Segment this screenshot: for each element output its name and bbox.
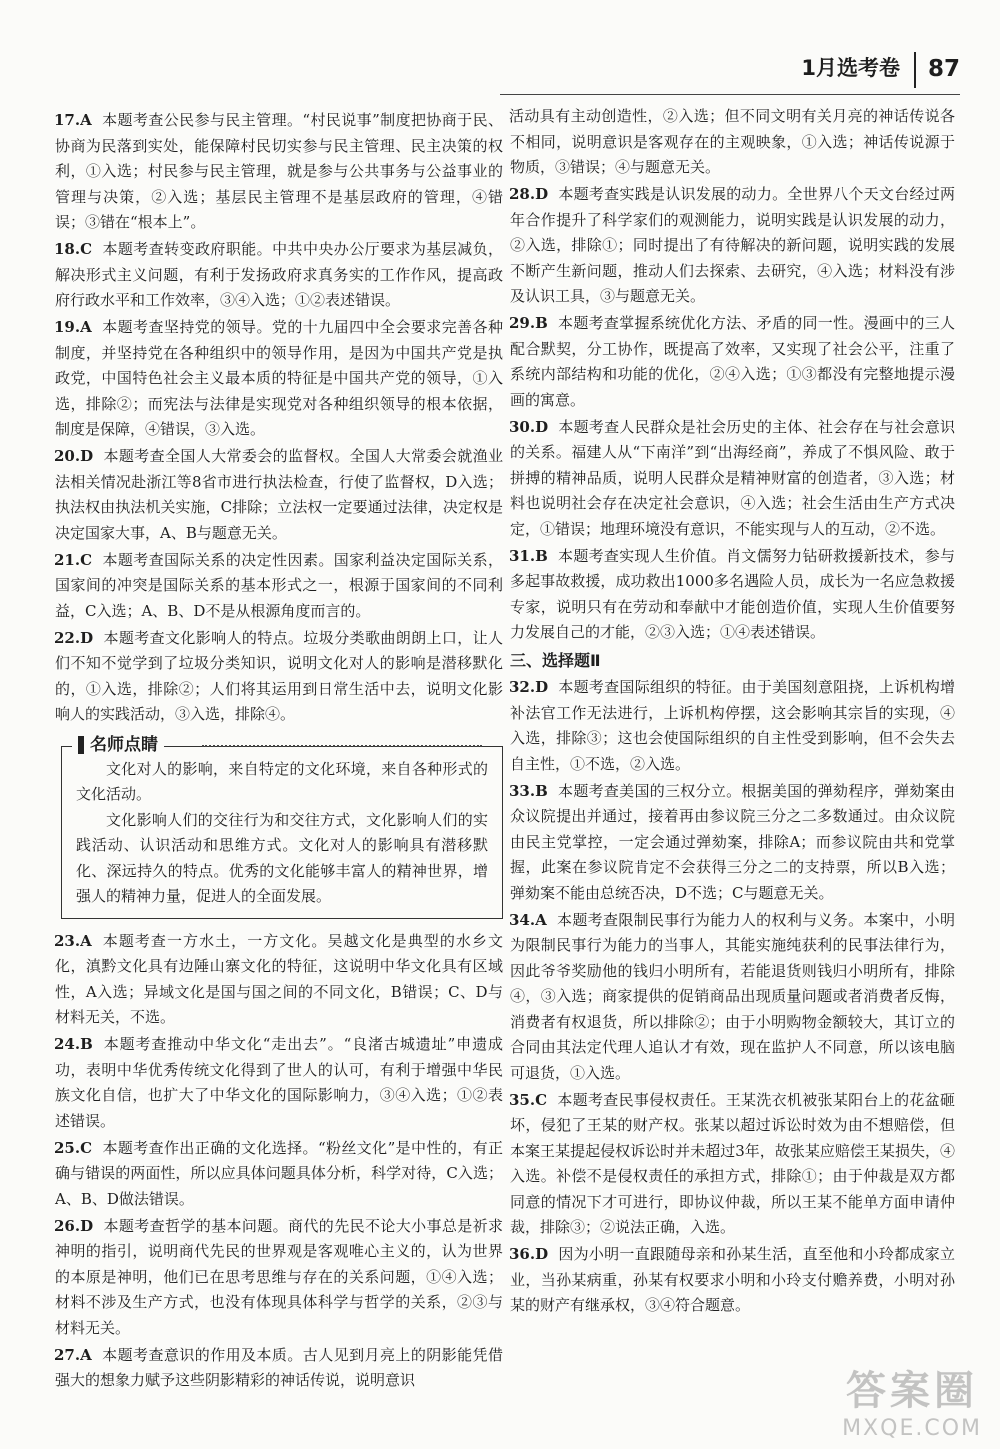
tip-rule [202,745,482,747]
answer-number: 33.B [509,781,548,800]
watermark-text: 答案圈 [846,1368,979,1414]
answer-item [510,908,955,1087]
answer-number: 22.D [54,628,94,647]
answer-explanation: 本题考查全国人大常委会的监督权。全国人大常委会就渔业法相关情况赴浙江等8省市进行执法检查，行使了监督权，D入选；执法权由执法机关实施，C排除；立法权一定要通过法律，决定权是决定国家大事，A、B与题意无关。 [55,447,503,542]
answer-item [55,1343,503,1394]
answer-explanation: 本题考查转变政府职能。中共中央办公厅要求为基层减负，解决形式主义问题，有利于发扬政府求真务实的工作作风，提高政府行政水平和工作效率，③④入选；①②表述错误。 [55,240,503,309]
tip-bar-icon [78,736,84,754]
answer-item [510,311,955,413]
answer-item [55,444,503,546]
answer-item [55,237,503,314]
answer-explanation: 本题考查哲学的基本问题。商代的先民不论大小事总是祈求神明的指引，说明商代先民的世界观是客观唯心主义的，认为世界的本原是神明，他们已在思考思维与存在的关系问题，①④入选；材料不涉及生产方式，也没有体现具体科学与哲学的关系，②③与材料无关。 [55,1216,503,1337]
tip-paragraph: 文化对人的影响，来自特定的文化环境，来自各种形式的文化活动。 [76,759,488,803]
answer-item [55,1214,503,1342]
answer-item [510,415,955,543]
answer-item [510,675,955,777]
answer-number: 36.D [509,1245,549,1263]
answer-number: 21.C [54,550,93,569]
answer-explanation: 本题考查作出正确的文化选择。“粉丝文化”是中性的，有正确与错误的两面性，所以应具体问题具体分析，科学对待，C入选；A、B、D做法错误。 [55,1138,503,1208]
answer-explanation: 因为小明一直跟随母亲和孙某生活，直至他和小玲都成家立业，当孙某病重，孙某有权要求小明和小玲支付赡养费，小明对孙某的财产有继承权，③④符合题意。 [510,1245,955,1314]
answer-explanation: 本题考查国际关系的决定性因素。国家利益决定国际关系，国家间的冲突是国际关系的基本形式之一，根源于国家间的不同利益，C入选；A、B、D不是从根源角度而言的。 [55,550,503,620]
answer-number: 32.D [509,678,549,696]
answer-item [55,548,503,625]
answer-explanation: 本题考查文化影响人的特点。垃圾分类歌曲朗朗上口，让人们不知不觉学到了垃圾分类知识，说明文化对人的影响是潜移默化的，①入选，排除②；人们将其运用到日常生活中去，说明文化影响人的实践活动，③入选，排除④。 [55,628,503,723]
answer-explanation: 本题考查实践是认识发展的动力。全世界八个天文台经过两年合作提升了科学家们的观测能力，说明实践是认识发展的动力，②入选，排除①；同时提出了有待解决的新问题，说明实践的发展不断产生新问题，推动人们去探索、去研究，④入选；材料没有涉及认识工具，③与题意无关。 [510,185,955,305]
answer-item [510,1088,955,1241]
answer-number: 34.A [509,910,547,929]
answer-item [55,1136,503,1213]
page-header [801,48,960,88]
answer-number: 28.D [509,185,549,203]
answer-explanation: 本题考查美国的三权分立。根据美国的弹劾程序，弹劾案由众议院提出并通过，接着再由参议院三分之二多数通过。由众议院由民主党掌控，一定会通过弹劾案，排除A；而参议院由共和党掌握，此案在参议院肯定不会获得三分之二的支持票，所以B入选；弹劾案不能由总统否决，D不选；C与题意无关。 [510,781,955,902]
tip-title-text: 名师点睛 [90,734,158,755]
answer-number: 25.C [54,1138,93,1157]
answer-number: 18.C [54,240,93,258]
answer-item [510,182,955,310]
answer-item [55,315,503,443]
tip-title [72,733,164,757]
answer-item [510,779,955,907]
continuation-text: 活动具有主动创造性，②入选；但不同文明有关月亮的神话传说各不相同，说明意识是客观存在的主观映象，①入选；神话传说源于物质，③错误；④与题意无关。 [509,107,955,176]
answer-number: 17.A [54,111,92,129]
answer-item [55,108,503,236]
header-divider [500,94,960,95]
answer-number: 30.D [509,417,549,436]
answer-item [55,626,503,728]
answer-explanation: 本题考查坚持党的领导。党的十九届四中全会要求完善各种制度，并坚持党在各种组织中的领导作用，是因为中国共产党是执政党，中国特色社会主义最本质的特征是中国共产党的领导，①入选，排除②；而宪法与法律是实现党对各种组织领导的根本依据，制度是保障，④错误，③入选。 [55,318,503,438]
answer-explanation: 本题考查公民参与民主管理。“村民说事”制度把协商于民、协商为民落到实处，能保障村民切实参与民主管理、民主决策的权利，①入选；村民参与民主管理，就是参与公共事务与公益事业的管理与决策，②入选；基层民主管理不是基层政府的管理，④错误；③错在“根本上”。 [55,111,503,231]
page-number: 87 [927,56,960,82]
answer-item [55,929,503,1031]
answer-item [510,1242,955,1319]
section-heading: 三、选择题Ⅱ [510,650,601,670]
answer-number: 27.A [54,1345,92,1364]
answer-explanation: 本题考查国际组织的特征。由于美国刻意阻挠，上诉机构增补法官工作无法进行，上诉机构停摆，这会影响其宗旨的实现，④入选，排除③；这也会使国际组织的自主性受到影响，但不会失去自主性，①不选，②入选。 [510,678,955,773]
answer-explanation: 本题考查一方水土，一方文化。吴越文化是典型的水乡文化，滇黔文化具有边陲山寨文化的特征，这说明中华文化具有区域性，A入选；异域文化是国与国之间的不同文化，B错误；C、D与材料无关，不选。 [55,931,503,1026]
right-column [510,104,955,1320]
answer-number: 20.D [54,447,94,465]
answer-explanation: 本题考查限制民事行为能力人的权利与义务。本案中，小明为限制民事行为能力的当事人，其能实施纯获利的民事法律行为，因此爷爷奖励他的钱归小明所有，若能退货则钱归小明所有，排除④，③入选；商家提供的促销商品出现质量问题或者消费者反悔，消费者有权退货，所以排除②；由于小明购物金额较大，其订立的合同由其法定代理人追认才有效，现在监护人不同意，所以该电脑可退货，①入选。 [510,910,955,1082]
tip-paragraph: 文化影响人们的交往行为和交往方式，文化影响人们的实践活动、认识活动和思维方式。文化对人的影响具有潜移默化、深远持久的特点。优秀的文化能够丰富人的精神世界，增强人的精神力量，促进人的全面发展。 [76,810,488,905]
answer-number: 19.A [54,318,92,336]
watermark-url: MXQE.COM [842,1416,982,1441]
answer-number: 31.B [509,546,548,565]
answer-number: 26.D [54,1216,94,1235]
answer-explanation: 本题考查推动中华文化“走出去”。“良渚古城遗址”申遗成功，表明中华优秀传统文化得到了世人的认可，有利于增强中华民族文化自信，也扩大了中华文化的国际影响力，③④入选；①②表述错误。 [55,1035,503,1130]
answer-number: 24.B [54,1035,93,1053]
section-label: 1月选考卷 [801,52,916,88]
tip-box [61,734,503,919]
answer-explanation: 本题考查人民群众是社会历史的主体、社会存在与社会意识的关系。福建人从“下南洋”到“出海经商”，养成了不惧风险、敢于拼搏的精神品质，说明人民群众是精神财富的创造者，③入选；材料也说明社会存在决定社会意识，④入选；社会生活由生产方式决定，①错误；地理环境没有意识，不能实现与人的互动，②不选。 [510,417,955,538]
answer-item [55,1032,503,1134]
answer-explanation: 本题考查掌握系统优化方法、矛盾的同一性。漫画中的三人配合默契，分工协作，既提高了效率，又实现了社会公平，注重了系统内部结构和功能的优化，②④入选；①③都没有完整地提示漫画的寓意。 [510,314,955,409]
answer-number: 29.B [509,314,548,332]
answer-explanation: 本题考查实现人生价值。肖文儒努力钻研救援新技术，参与多起事故救援，成功救出1000多名遇险人员，成长为一名应急救援专家，说明只有在劳动和奉献中才能创造价值，实现人生价值要努力发展自己的才能，②③入选；①④表述错误。 [510,546,955,641]
left-column [55,108,503,1395]
answer-explanation: 本题考查民事侵权责任。王某洗衣机被张某阳台上的花盆砸坏，侵犯了王某的财产权。张某以超过诉讼时效为由不想赔偿，但本案王某提起侵权诉讼时并未超过3年，故张某应赔偿王某损失，④入选。补偿不是侵权责任的承担方式，排除①；由于仲裁是双方都同意的情况下才可进行，即协议仲裁，所以王某不能单方面申请仲裁，排除③；②说法正确，入选。 [510,1090,955,1236]
answer-explanation: 本题考查意识的作用及本质。古人见到月亮上的阴影能凭借强大的想象力赋予这些阴影精彩的神话传说，说明意识 [55,1345,503,1389]
watermark-logo [842,1359,982,1441]
answer-item [510,544,955,646]
answer-number: 23.A [54,931,92,950]
answer-number: 35.C [509,1090,548,1109]
